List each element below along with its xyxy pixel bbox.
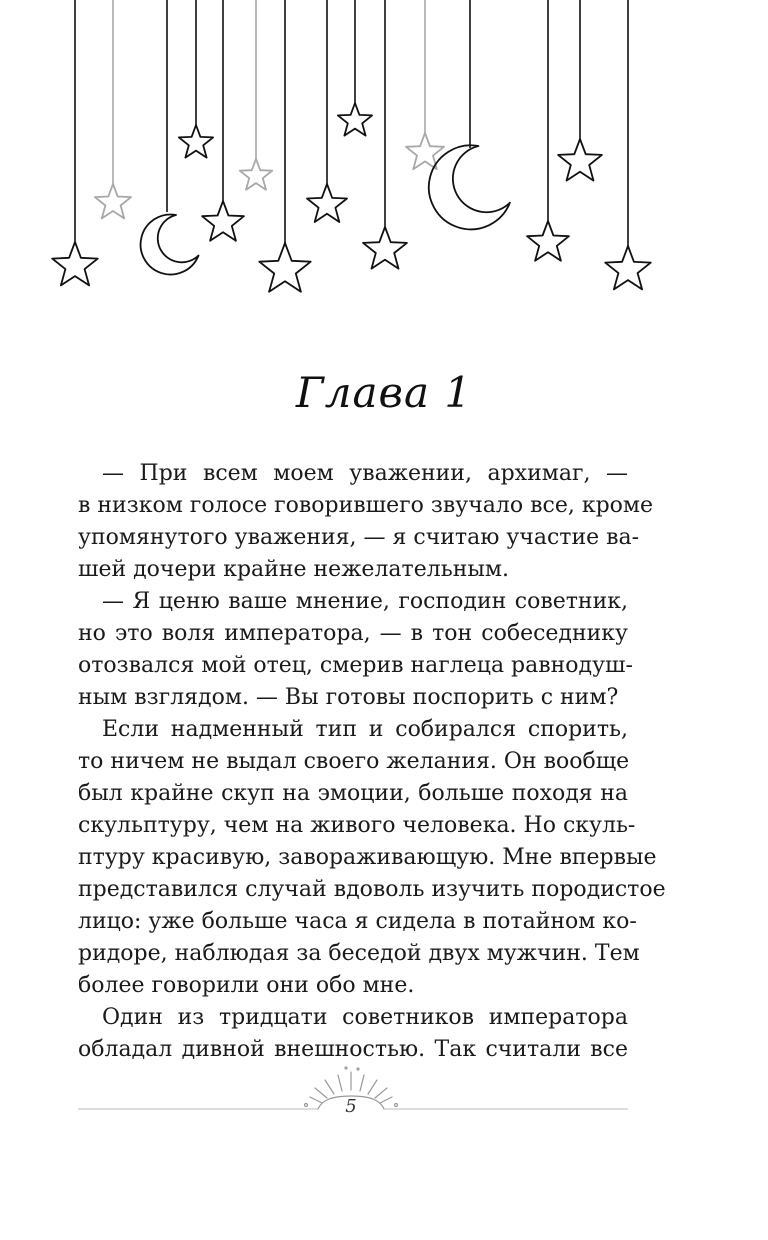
crescent-moon-icon [141,215,199,275]
hanging-star [527,0,569,261]
star-icon [202,201,244,241]
hanging-star [605,0,651,289]
text-line: — При всем моем уважении, архимаг, — [102,461,628,486]
text-line: Если надменный тип и собирался спорить, [102,717,628,742]
text-line: ридоре, наблюдая за беседой двух мужчин. Тем [78,941,640,966]
star-icon [259,243,310,292]
paragraph [78,458,654,586]
text-line: более говорили они обо мне. [78,973,415,998]
text-line: в низком голосе говорившего звучало все, кроме [78,493,654,518]
star-icon [240,159,272,190]
star-icon [95,184,131,218]
text-line: птуру красивую, завораживающую. Мне впервые [78,845,657,870]
text-line: упомянутого уважения, — я считаю участие ва- [78,525,640,550]
hanging-star [363,0,407,269]
paragraph [78,586,633,714]
hanging-star [406,0,444,169]
hanging-star [52,0,98,285]
hanging-stars-ornament [0,0,768,330]
text-line: представился случай вдоволь изучить породистое [78,877,666,902]
text-line: Один из тридцати советников императора [102,1005,628,1030]
hanging-star [259,0,310,292]
hanging-star [240,0,272,190]
paragraph [78,714,666,1002]
star-icon [363,227,407,269]
page-footer-ornament [0,1060,768,1140]
hanging-star [202,0,244,241]
hanging-star [179,0,213,158]
text-line: шей дочери крайне нежелательным. [78,557,509,582]
star-icon [558,139,602,181]
paragraph [78,1002,628,1066]
text-line: лицо: уже больше часа я сидела в потайном ко- [78,909,637,934]
star-icon [406,133,444,169]
text-line: скульптуру, чем на живого человека. Но скуль- [78,813,636,838]
text-line: — Я ценю ваше мнение, господин советник, [102,589,628,614]
page-number: 5 [345,1096,357,1117]
hanging-star [95,0,131,218]
crescent-moon-icon [429,145,510,229]
hanging-star [558,0,602,181]
chapter-body [78,458,666,1066]
text-line: ным взглядом. — Вы готовы поспорить с ним? [78,685,619,710]
text-line: был крайне скуп на эмоции, больше походя на [78,781,628,806]
hanging-star [307,0,347,222]
hanging-moon [429,0,510,229]
star-icon [605,246,651,289]
star-icon [527,221,569,261]
star-icon [179,125,213,158]
text-line: то ничем не выдал своего желания. Он вообще [78,749,630,774]
star-icon [338,103,372,136]
text-line: отозвался мой отец, смерив наглеца равнодуш- [78,653,633,678]
text-line: обладал дивной внешностью. Так считали все [78,1037,628,1062]
chapter-title: Глава 1 [295,368,473,417]
star-icon [52,242,98,285]
star-icon [307,184,347,222]
text-line: но это воля императора, — в тон собеседнику [78,621,628,646]
hanging-star [338,0,372,136]
